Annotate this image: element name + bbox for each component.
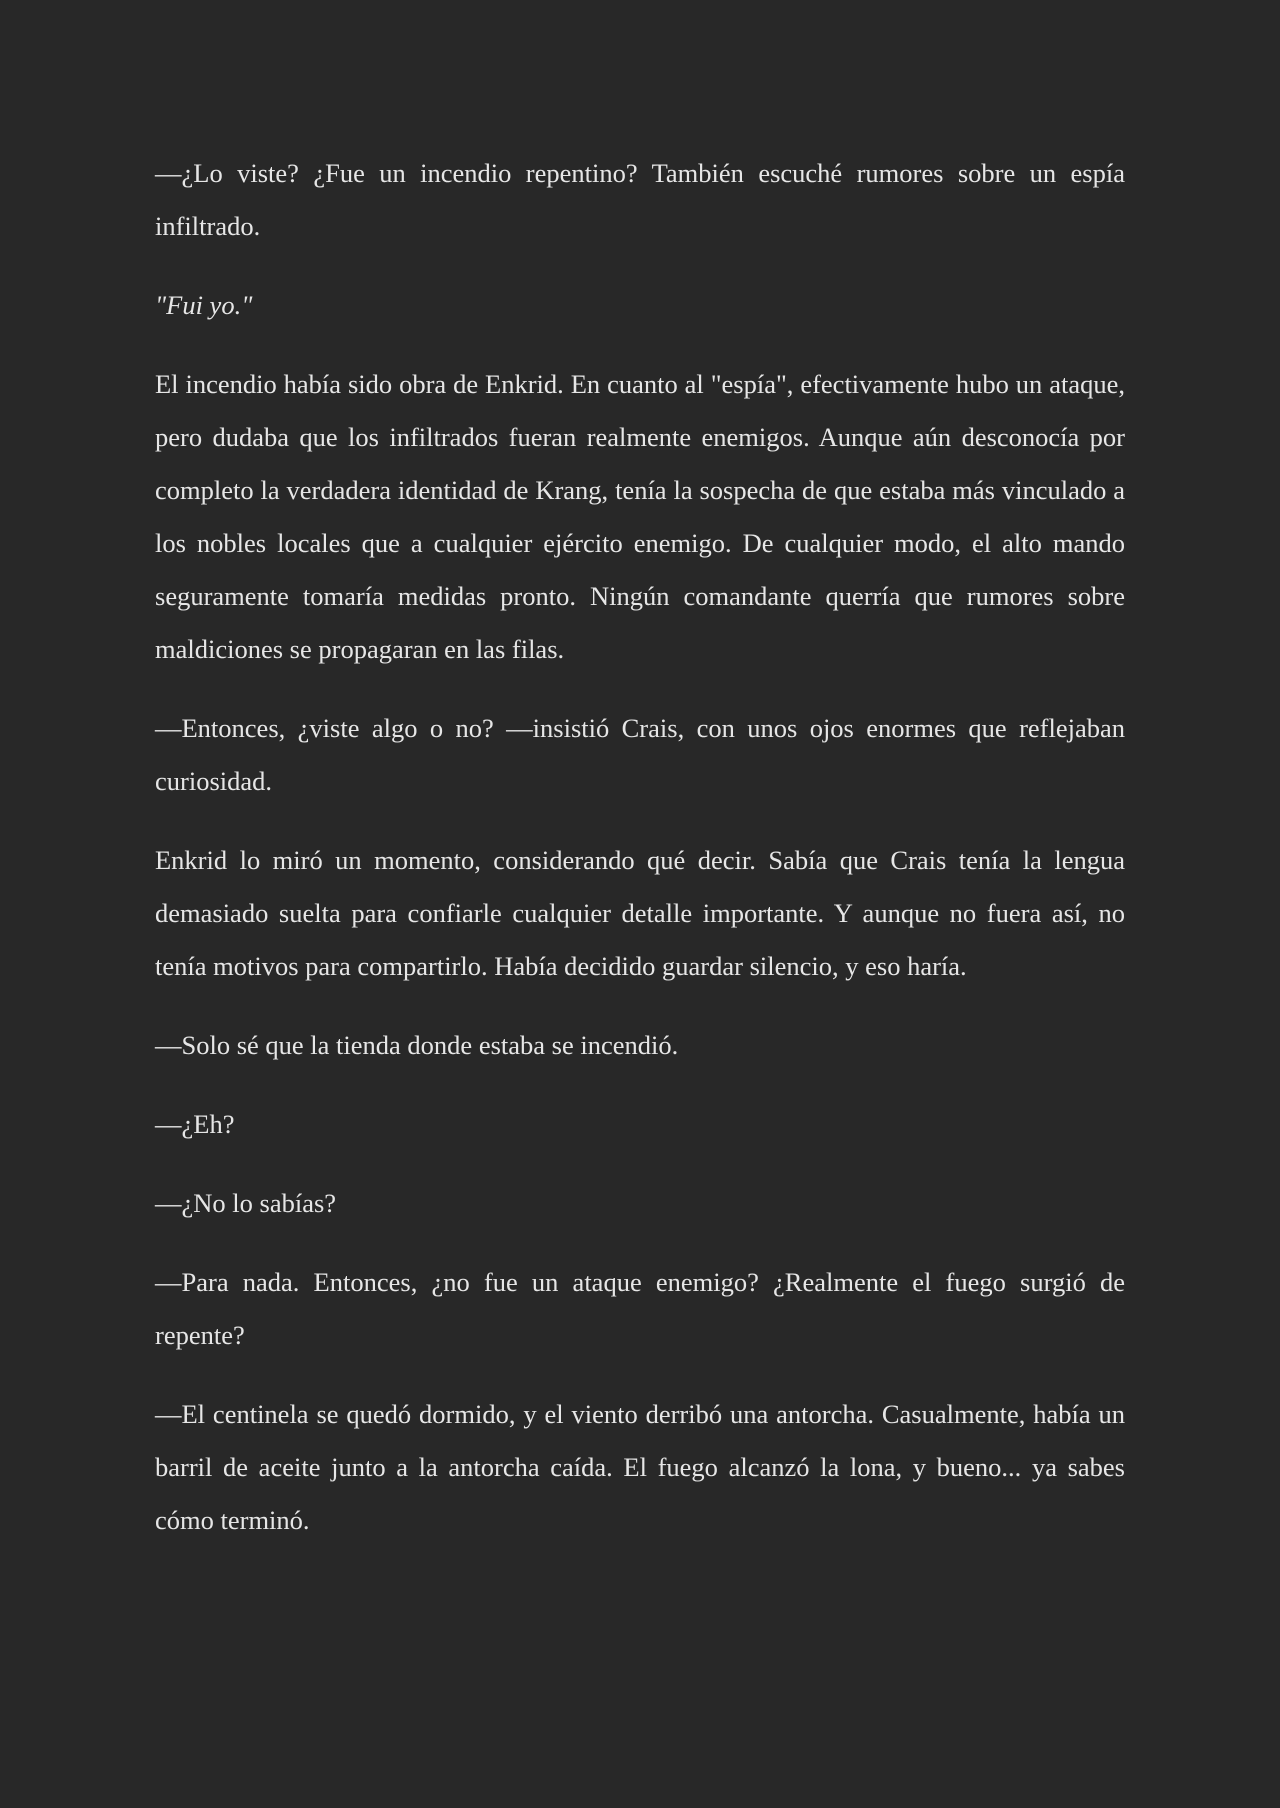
paragraph: —Para nada. Entonces, ¿no fue un ataque enemigo? ¿Realmente el fuego surgió de repente? [155, 1267, 1125, 1350]
paragraph: —El centinela se quedó dormido, y el viento derribó una antorcha. Casualmente, había un barril de aceite junto a la antorcha caída. El fuego alcanzó la lona, y bueno... ya sabes cómo terminó. [155, 1399, 1125, 1535]
paragraph: El incendio había sido obra de Enkrid. En cuanto al "espía", efectivamente hubo un ataque, pero dudaba que los infiltrados fueran realmente enemigos. Aunque aún desconocía por completo la verdadera identidad de Krang, tenía la sospecha de que estaba más vinculado a los nobles locales que a cualquier ejército enemigo. De cualquier modo, el alto mando seguramente tomaría medidas pronto. Ningún comandante querría que rumores sobre maldiciones se propagaran en las filas. [155, 369, 1125, 664]
paragraph: —Solo sé que la tienda donde estaba se incendió. [155, 1030, 679, 1060]
paragraph: —Entonces, ¿viste algo o no? —insistió Crais, con unos ojos enormes que reflejaban curiosidad. [155, 713, 1125, 796]
paragraph: —¿No lo sabías? [155, 1188, 337, 1218]
paragraph: Enkrid lo miró un momento, considerando qué decir. Sabía que Crais tenía la lengua demasiado suelta para confiarle cualquier detalle importante. Y aunque no fuera así, no tenía motivos para compartirlo. Había decidido guardar silencio, y eso haría. [155, 845, 1125, 981]
paragraph: —¿Eh? [155, 1109, 235, 1139]
paragraph-thought: "Fui yo." [155, 290, 253, 320]
paragraph: —¿Lo viste? ¿Fue un incendio repentino? También escuché rumores sobre un espía infiltrado. [155, 158, 1125, 241]
reader-page [155, 147, 1125, 1573]
